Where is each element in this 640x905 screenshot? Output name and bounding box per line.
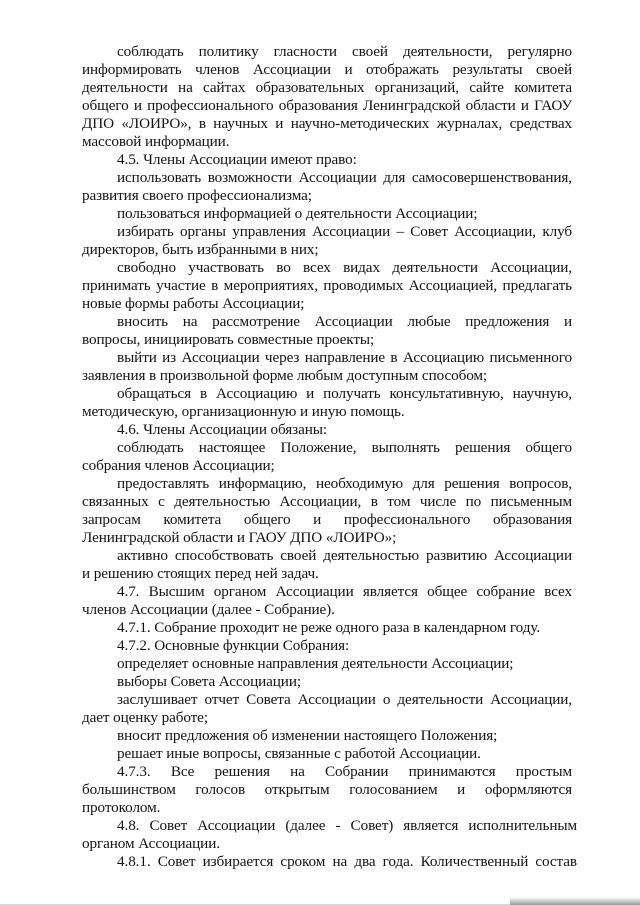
text-line: вопросы, инициировать совместные проекты;: [82, 331, 375, 348]
text-line: вносить на рассмотрение Ассоциации любые предложения и: [117, 313, 572, 330]
text-line: выборы Совета Ассоциации;: [117, 673, 301, 690]
section-heading: 4.7.1. Собрание проходит не реже одного раза в календарном году.: [117, 619, 541, 636]
text-line: членов Ассоциации (далее - Собрание).: [82, 601, 335, 618]
text-line: принимать участие в мероприятиях, проводимых Ассоциацией, предлагать: [82, 277, 572, 294]
text-line: деятельности на сайтах образовательных организаций, сайте комитета: [82, 79, 572, 96]
section-heading: 4.6. Члены Ассоциации обязаны:: [117, 421, 327, 438]
text-line: заявления в произвольной форме любым доступным способом;: [82, 367, 488, 384]
text-line: собрания членов Ассоциации;: [82, 457, 275, 474]
section-heading: 4.7.3. Все решения на Собрании принимаются простым: [117, 763, 572, 780]
scan-shadow: [510, 897, 640, 905]
text-line: соблюдать настоящее Положение, выполнять решения общего: [117, 439, 572, 456]
text-line: директоров, быть избранными в них;: [82, 241, 319, 258]
text-line: заслушивает отчет Совета Ассоциации о деятельности Ассоциации,: [117, 691, 572, 708]
section-heading: 4.7.2. Основные функции Собрания:: [117, 637, 350, 654]
text-line: вносит предложения об изменении настоящего Положения;: [117, 727, 498, 744]
text-line: использовать возможности Ассоциации для самосовершенствования,: [117, 169, 572, 186]
section-heading: 4.7. Высшим органом Ассоциации является общее собрание всех: [117, 583, 572, 600]
text-line: органом Ассоциации.: [82, 835, 220, 852]
text-line: большинством голосов открытым голосованием и оформляются: [82, 781, 572, 798]
text-line: запросам комитета общего и профессионального образования: [82, 511, 572, 528]
text-line: свободно участвовать во всех видах деятельности Ассоциации,: [117, 259, 572, 276]
section-heading: 4.5. Члены Ассоциации имеют право:: [117, 151, 357, 168]
text-line: дает оценку работе;: [82, 709, 208, 726]
text-line: новые формы работы Ассоциации;: [82, 295, 305, 312]
text-line: пользоваться информацией о деятельности Ассоциации;: [117, 205, 478, 222]
text-line: общего и профессионального образования Ленинградской области и ГАОУ: [82, 97, 572, 114]
text-line: решает иные вопросы, связанные с работой Ассоциации.: [117, 745, 481, 762]
text-line: обращаться в Ассоциацию и получать консультативную, научную,: [117, 385, 572, 402]
text-line: ДПО «ЛОИРО», в научных и научно-методических журналах, средствах: [82, 115, 572, 132]
text-line: предоставлять информацию, необходимую для решения вопросов,: [117, 475, 572, 492]
section-heading: 4.8. Совет Ассоциации (далее - Совет) является исполнительным: [117, 817, 577, 834]
text-line: выйти из Ассоциации через направление в Ассоциацию письменного: [117, 349, 572, 366]
text-line: массовой информации.: [82, 133, 230, 150]
text-line: протоколом.: [82, 799, 161, 816]
text-line: соблюдать политику гласности своей деятельности, регулярно: [117, 43, 572, 60]
text-line: информировать членов Ассоциации и отображать результаты своей: [82, 61, 572, 78]
text-line: связанных с деятельностью Ассоциации, в том числе по письменным: [82, 493, 572, 510]
text-line: и решению стоящих перед ней задач.: [82, 565, 319, 582]
section-heading: 4.8.1. Совет избирается сроком на два года. Количественный состав: [117, 853, 577, 870]
text-line: активно способствовать своей деятельностью развитию Ассоциации: [117, 547, 572, 564]
text-line: методическую, организационную и иную помощь.: [82, 403, 405, 420]
text-line: Ленинградской области и ГАОУ ДПО «ЛОИРО»;: [82, 529, 397, 546]
text-line: определяет основные направления деятельности Ассоциации;: [117, 655, 514, 672]
text-line: развития своего профессионализма;: [82, 187, 312, 204]
text-line: избирать органы управления Ассоциации – Совет Ассоциации, клуб: [117, 223, 572, 240]
